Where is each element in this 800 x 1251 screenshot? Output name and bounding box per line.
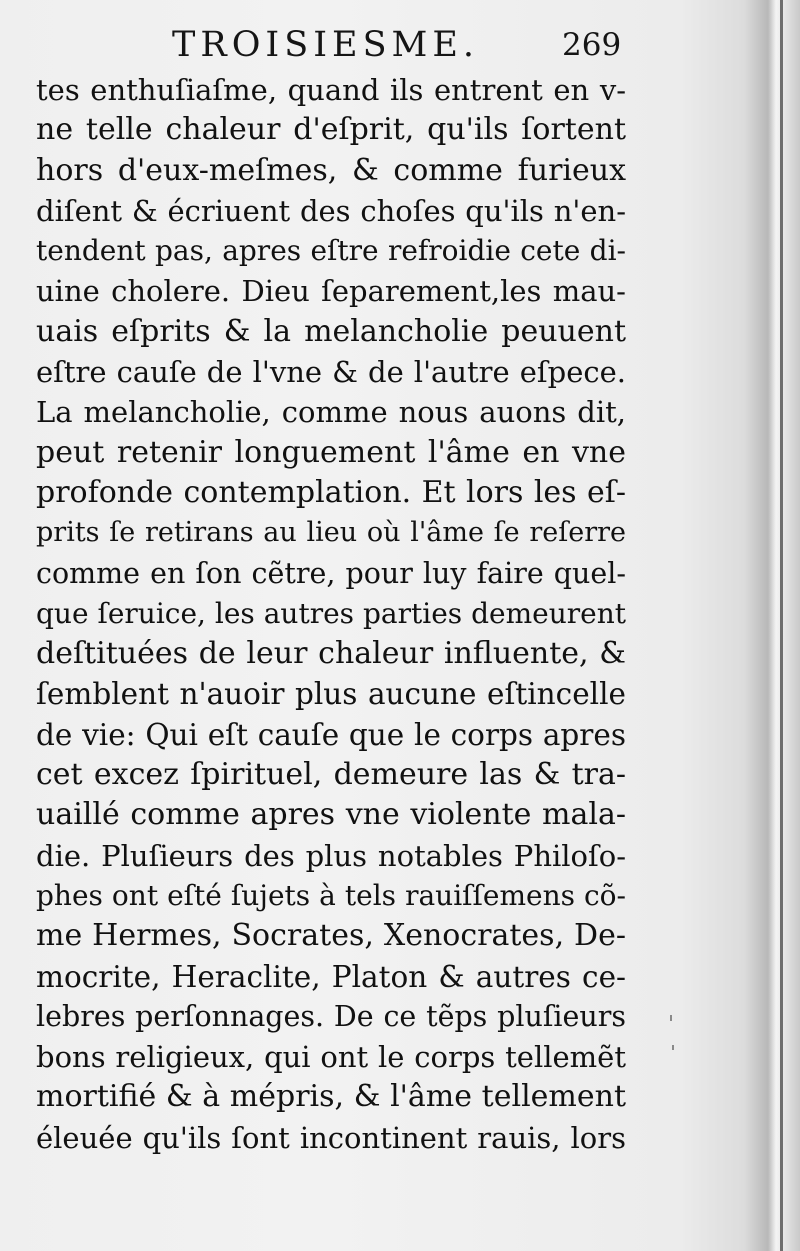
body-text: [36, 70, 626, 1158]
text-line: diſent & écriuent des choſes qu'ils n'en-: [36, 193, 626, 228]
text-line: die. Pluſieurs des plus notables Philoſo-: [36, 838, 626, 873]
text-line: uais eſprits & la melancholie peuuent: [36, 313, 626, 349]
text-line: phes ont eſté ſujets à tels rauiſſemens cõ-: [36, 878, 626, 912]
text-line: uaillé comme apres vne violente mala-: [36, 797, 626, 833]
text-line: lebres perſonnages. De ce tẽps pluſieurs: [36, 999, 626, 1033]
page-number: 269: [562, 27, 622, 63]
running-title: TROISIESME.: [172, 25, 480, 65]
paper-speck: [670, 1015, 672, 1021]
text-line: que ſeruice, les autres parties demeurent: [36, 596, 626, 630]
text-line: eſtre cauſe de l'vne & de l'autre eſpece.: [36, 355, 626, 390]
text-line: prits ſe retirans au lieu où l'âme ſe reſerre: [36, 517, 626, 549]
text-line: cet excez ſpirituel, demeure las & tra-: [36, 757, 626, 793]
paper-speck: [672, 1045, 674, 1050]
page-edge: [780, 0, 783, 1251]
text-line: de vie: Qui eſt cauſe que le corps apres: [36, 717, 626, 752]
text-line: bons religieux, qui ont le corps tellemẽt: [36, 1040, 626, 1075]
text-line: mortifié & à mépris, & l'âme tellement: [36, 1079, 626, 1115]
text-line: profonde contemplation. Et lors les eſ-: [36, 474, 626, 510]
text-line: deſtituées de leur chaleur influente, &: [36, 636, 626, 672]
text-line: mocrite, Heraclite, Platon & autres ce-: [36, 959, 626, 994]
text-line: ſemblent n'auoir plus aucune eſtincelle: [36, 677, 626, 712]
text-line: uine cholere. Dieu ſeparement,les mau-: [36, 274, 626, 309]
text-line: hors d'eux-meſmes, & comme furieux: [36, 152, 626, 188]
text-line: me Hermes, Socrates, Xenocrates, De-: [36, 918, 626, 954]
text-line: La melancholie, comme nous auons dit,: [36, 395, 626, 430]
text-line: tendent pas, apres eſtre refroidie cete di-: [36, 234, 626, 268]
text-line: éleuée qu'ils ſont incontinent rauis, lors: [36, 1120, 626, 1155]
text-line: peut retenir longuement l'âme en vne: [36, 434, 626, 470]
text-line: ne telle chaleur d'eſprit, qu'ils ſortent: [36, 112, 626, 148]
text-line: comme en ſon cẽtre, pour luy faire quel-: [36, 556, 626, 590]
text-line: tes enthuſiaſme, quand ils entrent en v-: [36, 73, 626, 107]
